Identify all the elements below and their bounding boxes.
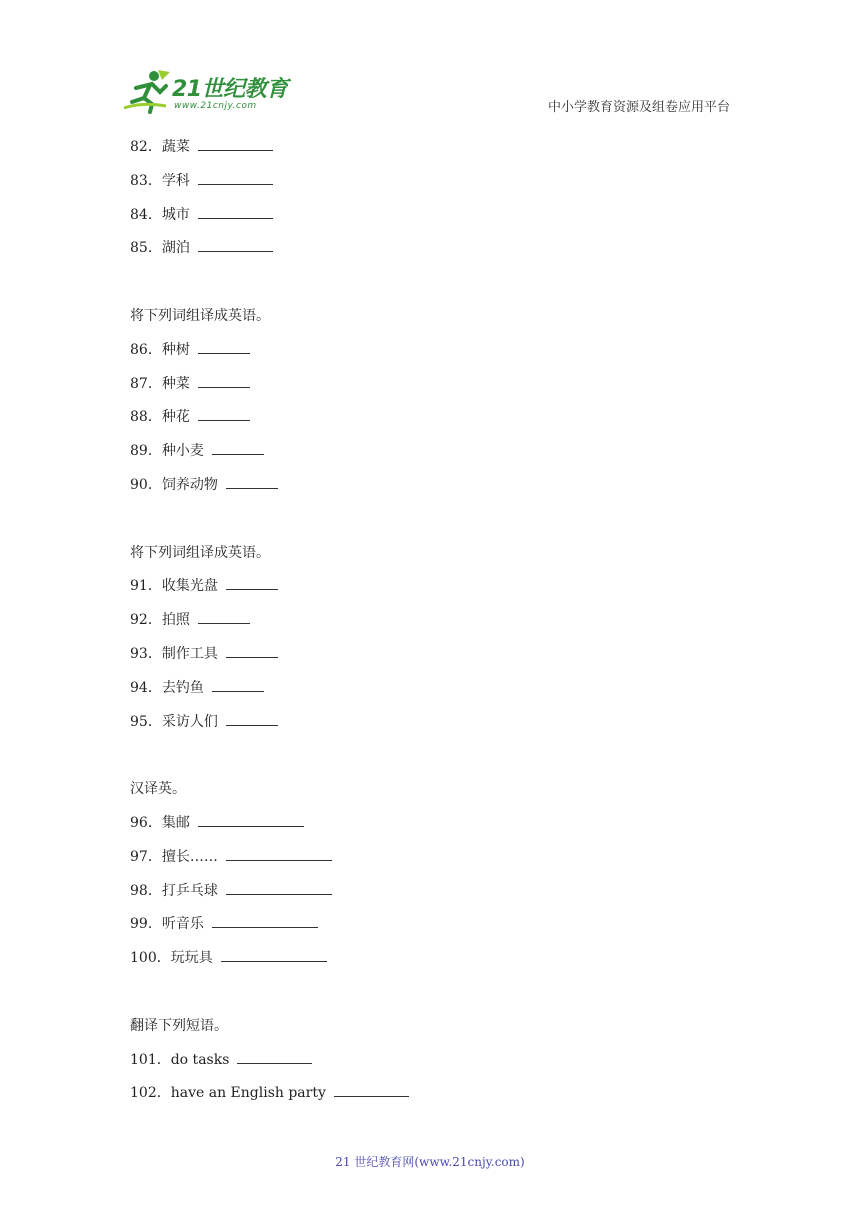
list-item: 97．擅长…… xyxy=(130,843,730,877)
exercise-content xyxy=(130,133,730,1113)
page-header xyxy=(0,0,860,130)
running-figure-icon xyxy=(122,68,172,114)
section-instruction: 将下列词组译成英语。 xyxy=(130,544,270,561)
answer-blank[interactable] xyxy=(212,677,264,692)
list-item: 98．打乒乓球 xyxy=(130,877,730,911)
list-item: 94．去钓鱼 xyxy=(130,674,730,708)
section-instruction: 汉译英。 xyxy=(130,781,186,798)
list-item: 87．种菜 xyxy=(130,370,730,404)
answer-blank[interactable] xyxy=(198,812,304,827)
list-item: 89．种小麦 xyxy=(130,437,730,471)
answer-blank[interactable] xyxy=(212,913,318,928)
answer-blank[interactable] xyxy=(334,1082,409,1097)
answer-blank[interactable] xyxy=(237,1049,312,1064)
list-item: 85．湖泊 xyxy=(130,234,730,268)
list-item: 92．拍照 xyxy=(130,606,730,640)
list-item: 90．饲养动物 xyxy=(130,471,730,505)
answer-blank[interactable] xyxy=(198,170,273,185)
answer-blank[interactable] xyxy=(226,474,278,489)
logo-text: 21世纪教育 xyxy=(172,77,288,102)
answer-blank[interactable] xyxy=(198,204,273,219)
section-instruction: 将下列词组译成英语。 xyxy=(130,307,270,324)
answer-blank[interactable] xyxy=(198,237,273,252)
logo-url: www.21cnjy.com xyxy=(174,101,257,111)
list-item: 83．学科 xyxy=(130,167,730,201)
list-item: 96．集邮 xyxy=(130,809,730,843)
page-footer: 21 世纪教育网(www.21cnjy.com) xyxy=(335,1155,525,1169)
answer-blank[interactable] xyxy=(226,846,332,861)
list-item: 102．have an English party xyxy=(130,1079,730,1113)
list-item: 88．种花 xyxy=(130,403,730,437)
list-item: 86．种树 xyxy=(130,336,730,370)
list-item: 82．蔬菜 xyxy=(130,133,730,167)
answer-blank[interactable] xyxy=(198,339,250,354)
answer-blank[interactable] xyxy=(198,406,250,421)
answer-blank[interactable] xyxy=(221,947,327,962)
list-item: 101．do tasks xyxy=(130,1046,730,1080)
answer-blank[interactable] xyxy=(212,440,264,455)
list-item: 93．制作工具 xyxy=(130,640,730,674)
list-item: 95．采访人们 xyxy=(130,708,730,742)
answer-blank[interactable] xyxy=(226,575,278,590)
answer-blank[interactable] xyxy=(226,711,278,726)
list-item: 84．城市 xyxy=(130,201,730,235)
section-instruction: 翻译下列短语。 xyxy=(130,1017,228,1034)
answer-blank[interactable] xyxy=(226,643,278,658)
header-platform-text: 中小学教育资源及组卷应用平台 xyxy=(547,100,730,115)
list-item: 99．听音乐 xyxy=(130,910,730,944)
answer-blank[interactable] xyxy=(198,373,250,388)
logo xyxy=(122,68,292,114)
answer-blank[interactable] xyxy=(198,136,273,151)
answer-blank[interactable] xyxy=(198,609,250,624)
list-item: 100．玩玩具 xyxy=(130,944,730,978)
list-item: 91．收集光盘 xyxy=(130,572,730,606)
answer-blank[interactable] xyxy=(226,880,332,895)
